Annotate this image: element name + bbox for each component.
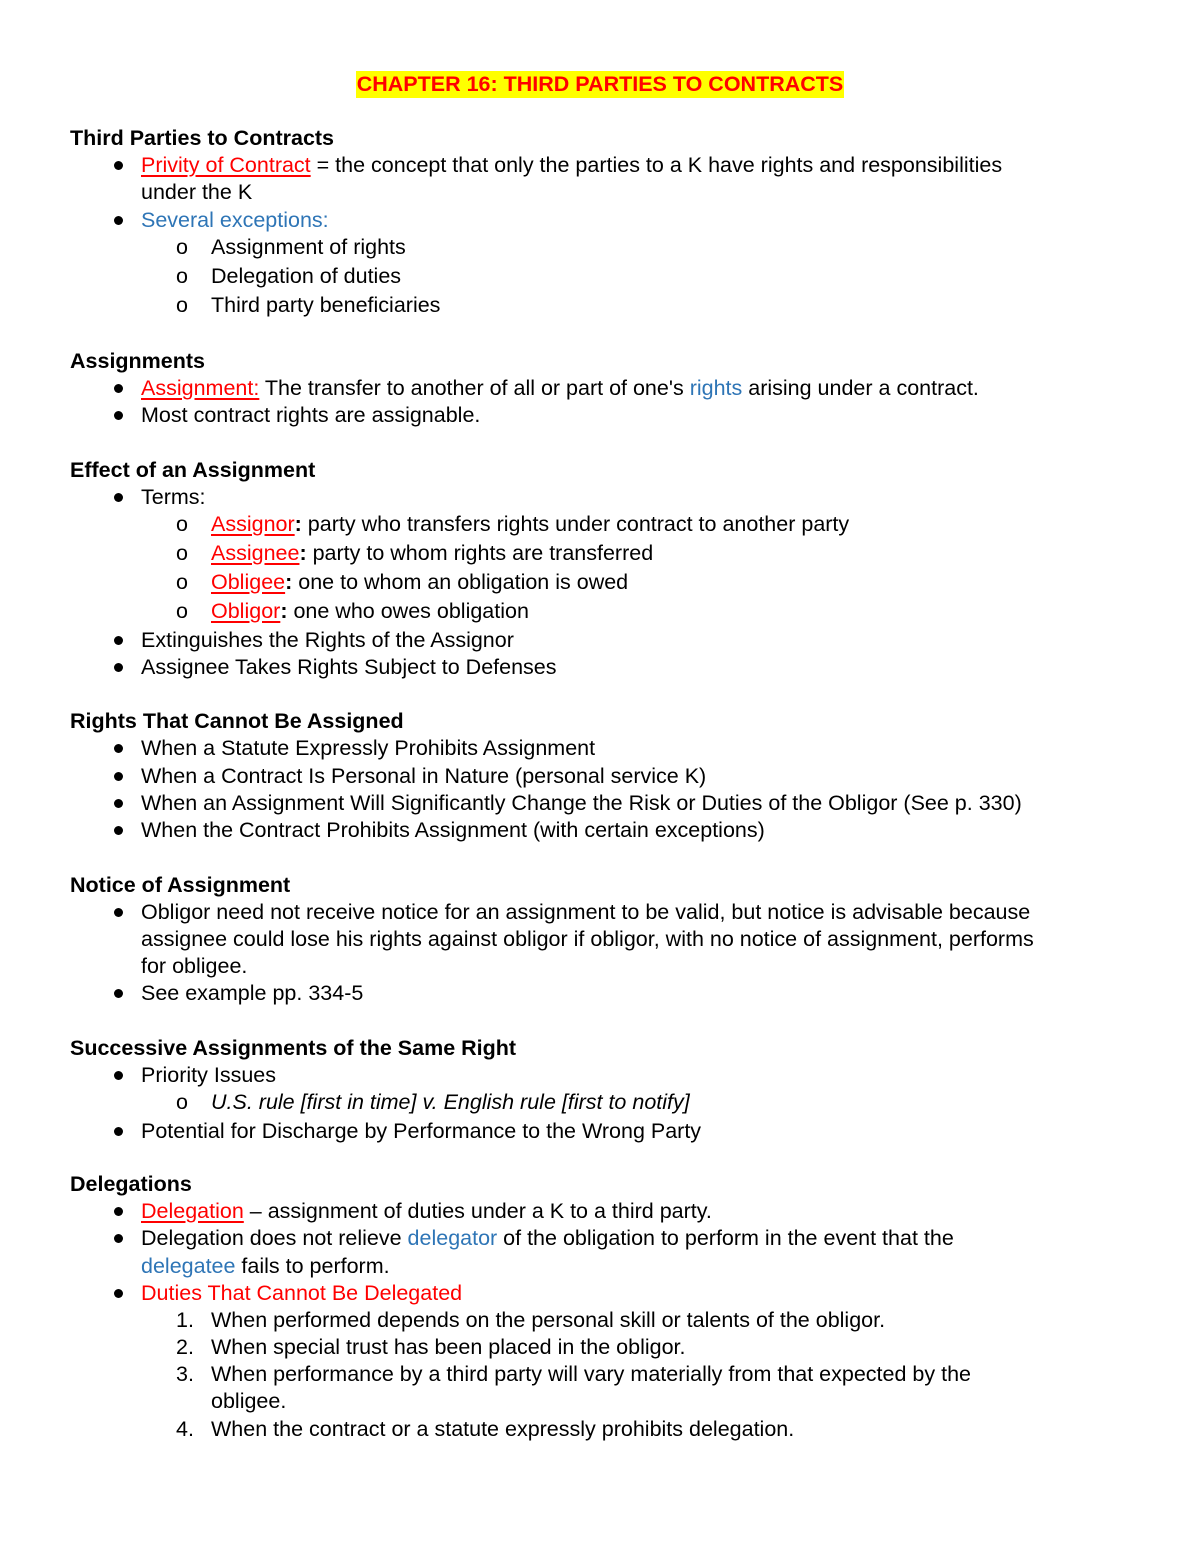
cannot-delegate-item: When performed depends on the personal skill or talents of the obligor. (211, 1308, 886, 1332)
list-number: 4. (176, 1417, 194, 1441)
terms-label: Terms: (141, 485, 206, 509)
bullet-icon (111, 207, 141, 225)
relieve-line (141, 1225, 954, 1252)
term-def: party to whom rights are transferred (306, 541, 654, 565)
bullet-icon (111, 402, 141, 420)
sub-bullet-icon: o (176, 1090, 188, 1114)
bullet-icon (111, 1280, 141, 1298)
relieve-b: of the obligation to perform in the event that the (497, 1226, 954, 1250)
assignable-note: Most contract rights are assignable. (141, 403, 481, 427)
privity-term: Privity of Contract (141, 153, 311, 177)
notice-example: See example pp. 334-5 (141, 981, 364, 1005)
assignment-def-b: arising under a contract. (742, 376, 979, 400)
list-number: 2. (176, 1335, 194, 1359)
delegation-def: – assignment of duties under a K to a third party. (243, 1199, 712, 1223)
chapter-title: CHAPTER 16: THIRD PARTIES TO CONTRACTS (356, 72, 844, 96)
assignment-def-a: The transfer to another of all or part of one's (259, 376, 690, 400)
bullet-icon (111, 899, 141, 917)
bullet-icon (111, 627, 141, 645)
cannot-delegate-item: When the contract or a statute expressly prohibits delegation. (211, 1417, 795, 1441)
cannot-delegate-label: Duties That Cannot Be Delegated (141, 1281, 463, 1305)
sub-bullet-icon: o (176, 264, 188, 288)
relieve-line-cont (141, 1253, 390, 1280)
exception-item: Third party beneficiaries (211, 293, 441, 317)
assignment-term: Assignment: (141, 376, 260, 400)
cannot-assign-item: When a Statute Expressly Prohibits Assignment (141, 736, 596, 760)
bullet-icon (111, 817, 141, 835)
notice-line: Obligor need not receive notice for an assignment to be valid, but notice is advisable because (141, 900, 1031, 924)
exception-item: Assignment of rights (211, 235, 406, 259)
cannot-delegate-item: When performance by a third party will vary materially from that expected by the (211, 1362, 971, 1386)
bullet-icon (111, 375, 141, 393)
term-obligee (211, 569, 628, 596)
term-colon: : (294, 512, 302, 536)
bullet-icon (111, 152, 141, 170)
list-number: 3. (176, 1362, 194, 1386)
term-colon: : (280, 599, 288, 623)
list-number: 1. (176, 1308, 194, 1332)
assignment-def-line (141, 375, 979, 402)
cannot-assign-item: When a Contract Is Personal in Nature (personal service K) (141, 764, 707, 788)
bullet-icon (111, 1062, 141, 1080)
term-assignee (211, 540, 653, 567)
bullet-icon (111, 763, 141, 781)
priority-issues: Priority Issues (141, 1063, 277, 1087)
cannot-delegate-item-cont: obligee. (211, 1389, 287, 1413)
effect-point: Extinguishes the Rights of the Assignor (141, 628, 514, 652)
priority-rule: U.S. rule [first in time] v. English rule [first to notify] (211, 1090, 690, 1114)
bullet-icon (111, 484, 141, 502)
bullet-icon (111, 735, 141, 753)
sub-bullet-icon: o (176, 570, 188, 594)
heading-effect: Effect of an Assignment (70, 458, 316, 482)
sub-bullet-icon: o (176, 293, 188, 317)
assignment-def-rights: rights (689, 376, 743, 400)
bullet-icon (111, 1225, 141, 1243)
term-assignor (211, 511, 849, 538)
relieve-delegatee: delegatee (141, 1254, 236, 1278)
sub-bullet-icon: o (176, 541, 188, 565)
sub-bullet-icon: o (176, 235, 188, 259)
delegation-def-line (141, 1198, 712, 1225)
term-def: one to whom an obligation is owed (292, 570, 629, 594)
cannot-delegate-item: When special trust has been placed in the obligor. (211, 1335, 686, 1359)
heading-delegations: Delegations (70, 1172, 192, 1196)
relieve-c: fails to perform. (235, 1254, 390, 1278)
cannot-assign-item: When the Contract Prohibits Assignment (with certain exceptions) (141, 818, 765, 842)
term-def: party who transfers rights under contract to another party (301, 512, 850, 536)
term-word: Assignor (211, 512, 295, 536)
chapter-title-wrap (0, 71, 1200, 98)
privity-line (141, 152, 1002, 179)
heading-assignments: Assignments (70, 349, 206, 373)
term-word: Obligee (211, 570, 286, 594)
privity-line-cont: under the K (141, 180, 253, 204)
term-colon: : (299, 541, 307, 565)
term-obligor (211, 598, 529, 625)
term-def: one who owes obligation (287, 599, 529, 623)
bullet-icon (111, 790, 141, 808)
relieve-delegator: delegator (407, 1226, 498, 1250)
heading-cannot-assign: Rights That Cannot Be Assigned (70, 709, 404, 733)
sub-bullet-icon: o (176, 599, 188, 623)
exception-item: Delegation of duties (211, 264, 402, 288)
notice-line: assignee could lose his rights against obligor if obligor, with no notice of assignment, performs (141, 927, 1034, 951)
heading-third-parties: Third Parties to Contracts (70, 126, 335, 150)
bullet-icon (111, 654, 141, 672)
discharge-point: Potential for Discharge by Performance to the Wrong Party (141, 1119, 702, 1143)
heading-successive: Successive Assignments of the Same Right (70, 1036, 517, 1060)
term-word: Obligor (211, 599, 281, 623)
bullet-icon (111, 980, 141, 998)
relieve-a: Delegation does not relieve (141, 1226, 408, 1250)
term-colon: : (285, 570, 293, 594)
term-word: Assignee (211, 541, 300, 565)
heading-notice: Notice of Assignment (70, 873, 291, 897)
delegation-term: Delegation (141, 1199, 244, 1223)
bullet-icon (111, 1118, 141, 1136)
exceptions-label: Several exceptions: (141, 208, 329, 232)
privity-def: = the concept that only the parties to a K have rights and responsibilities (310, 153, 1003, 177)
bullet-icon (111, 1198, 141, 1216)
notice-line: for obligee. (141, 954, 248, 978)
cannot-assign-item: When an Assignment Will Significantly Change the Risk or Duties of the Obligor (See p. 330) (141, 791, 1022, 815)
effect-point: Assignee Takes Rights Subject to Defenses (141, 655, 557, 679)
sub-bullet-icon: o (176, 512, 188, 536)
